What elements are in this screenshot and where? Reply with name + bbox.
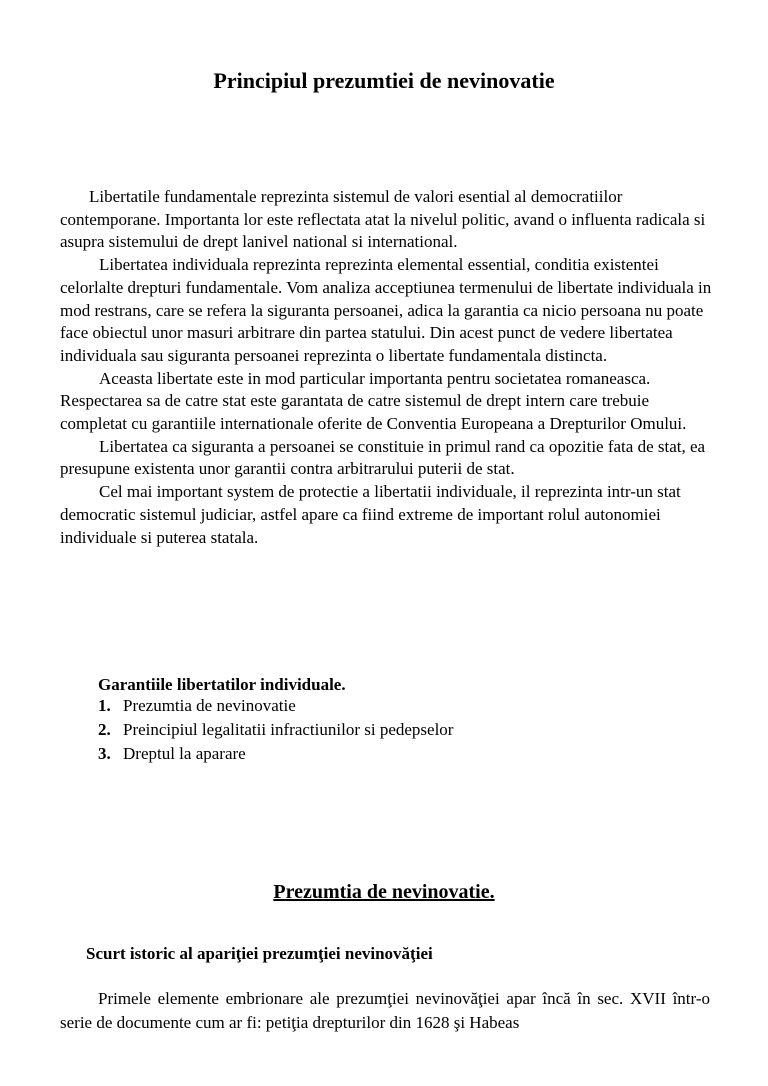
paragraph-5: Cel mai important system de protectie a libertatii individuale, il reprezinta intr-un stat democratic sistemul judiciar, astfel apare ca fiind extreme de important rolul autonomiei individuale si puterea statala.: [60, 482, 681, 547]
history-paragraph: Primele elemente embrionare ale prezumţiei nevinovăţiei apar încă în sec. XVII într-o serie de documente cum ar fi: petiţia drepturilor din 1628 şi Habeas: [60, 989, 710, 1032]
list-item-text: Prezumtia de nevinovatie: [123, 696, 296, 715]
paragraph-3: Aceasta libertate este in mod particular importanta pentru societatea romaneasca. Respectarea sa de catre stat este garantata de catre sistemul de drept intern care trebuie completat cu garantiile internationale oferite de Conventia Europeana a Drepturilor Omului.: [60, 368, 687, 434]
subsection-title: Scurt istoric al apariţiei prezumţiei nevinovăţiei: [86, 944, 433, 963]
guarantees-list: [98, 694, 453, 766]
list-number: 3.: [98, 744, 111, 763]
section-title-text: Prezumtia de nevinovatie.: [273, 881, 495, 903]
paragraph-1: Libertatile fundamentale reprezinta sistemul de valori esential al democratiilor contemporane. Importanta lor este reflectata atat la nivelul politic, avand o influenta radicala si asupra sistemului de drept lanivel national si international.: [60, 187, 706, 252]
section-title: [0, 878, 768, 906]
list-item: [98, 694, 453, 718]
paragraph-4: Libertatea ca siguranta a persoanei se constituie in primul rand ca opozitie fata de stat, ea presupune existenta unor garantii contra arbitrarului puterii de stat.: [60, 436, 706, 479]
paragraph-2: Libertatea individuala reprezinta reprezinta elemental essential, conditia existentei celorlalte drepturi fundamentale. Vom analiza acceptiunea termenului de libertate individuala in mod restrans, care se refera la siguranta persoanei, adica la garantia ca nicio persoana nu poate face obiectul unor masuri arbitrare din partea statului. Din acest punct de vedere libertatea individuala sau siguranta persoanei reprezinta o libertate fundamentala distincta.: [60, 255, 712, 365]
list-item: [98, 718, 453, 742]
list-item-text: Preincipiul legalitatii infractiunilor si pedepselor: [123, 720, 454, 739]
document-title: Principiul prezumtiei de nevinovatie: [213, 68, 555, 93]
intro-body: [60, 186, 720, 549]
list-item-text: Dreptul la aparare: [123, 744, 246, 763]
list-number: 2.: [98, 720, 111, 739]
list-number: 1.: [98, 696, 111, 715]
guarantees-heading: Garantiile libertatilor individuale.: [98, 675, 346, 694]
list-item: [98, 742, 453, 766]
